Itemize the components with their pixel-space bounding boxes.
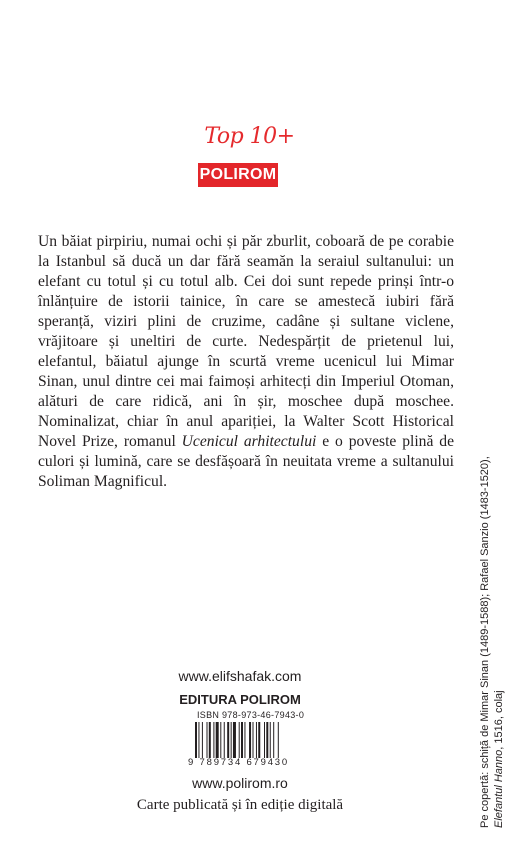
blurb-part-2: e o poveste plină de culori și lumină, care se desfășoară în neuitata vreme a sultanului Soliman Magnificul. [38, 433, 454, 490]
digital-edition-note: Carte publicată și în ediție digitală [136, 797, 344, 813]
barcode-bar [207, 722, 208, 758]
blurb-part-1: Un băiat pirpiriu, numai ochi și păr zburlit, coboară de pe corabie la Istanbul să ducă un dar fără seamăn la seraiul sultanului: un elefant cu totul și cu totul alb. Cei doi sunt repede prinși într-o înlănțuire de istorii tainice, în care se amestecă iubiri fără speranță, viziri plini de cruzime, cadâne și sultane viclene, vrăjitoare și uneltiri de curte. Nedespărțit de prietenul lui, elefantul, băiatul ajunge în scurtă vreme ucenicul lui Mimar Sinan, unul dintre cei mai faimoși arhitecți din Imperiul Otoman, alături de care ridică, ani în șir, moschee după moschee. Nominalizat, chiar în anul apariției, la Walter Scott Historical Novel Prize, romanul [38, 233, 454, 450]
barcode-bar [198, 722, 199, 758]
author-website-link[interactable]: www.elifshafak.com [178, 668, 302, 684]
barcode-bar [195, 722, 197, 758]
barcode-bar [244, 722, 245, 758]
barcode-bar [239, 722, 240, 758]
book-title: Ucenicul arhitectului [181, 433, 317, 450]
artwork-details: , 1516, colaj [493, 690, 505, 750]
barcode-bar [253, 722, 254, 758]
barcode-bar [220, 722, 221, 758]
barcode-digits: 9 789734 679430 [188, 757, 289, 768]
cover-credit-line-2 [492, 398, 506, 828]
barcode-bar [264, 722, 265, 758]
cover-credit-line-1: Pe copertă: schiță de Mimar Sinan (1489-1588); Rafael Sanzio (1483-1520), [479, 456, 491, 828]
barcode-bar [233, 722, 236, 758]
barcode-bar [266, 722, 268, 758]
barcode-bar [273, 722, 274, 758]
barcode-image [194, 722, 304, 758]
series-logo: Top 10+ [204, 124, 295, 149]
barcode-bar [231, 722, 232, 758]
barcode-bar [202, 722, 203, 758]
barcode-bar [224, 722, 225, 758]
publisher-badge: POLIROM [198, 163, 278, 187]
artwork-title: Elefantul Hanno [493, 749, 505, 828]
barcode-bar [213, 722, 214, 758]
barcode-bar [256, 722, 257, 758]
barcode-bar [241, 722, 243, 758]
publisher-website-link[interactable]: www.polirom.ro [192, 775, 288, 791]
blurb-text [38, 232, 454, 492]
isbn-number: ISBN 978-973-46-7943-0 [197, 710, 305, 720]
barcode-bar [227, 722, 229, 758]
barcode-bar [209, 722, 211, 758]
barcode-bar [270, 722, 271, 758]
barcode-bar [249, 722, 251, 758]
barcode-bar [258, 722, 260, 758]
barcode-bar [278, 722, 279, 758]
cover-credit [478, 398, 506, 828]
barcode-bar [216, 722, 219, 758]
imprint-name: EDITURA POLIROM [179, 692, 301, 707]
